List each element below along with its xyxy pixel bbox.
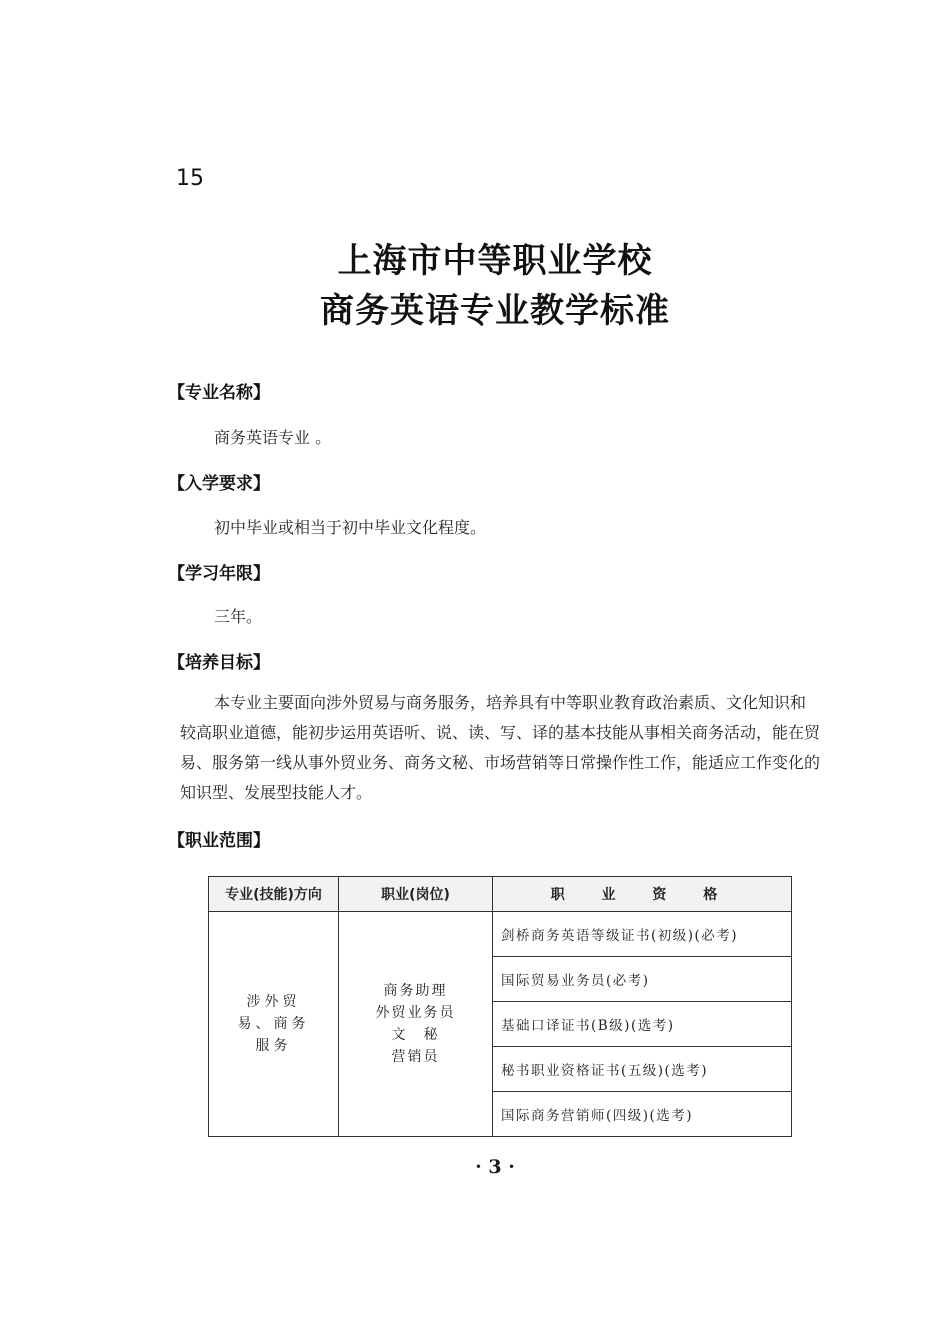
position-item: 外贸业务员 xyxy=(375,1005,456,1021)
section-heading-admission: 【入学要求】 xyxy=(168,474,270,494)
section-heading-duration: 【学习年限】 xyxy=(168,564,270,584)
certificate-cell: 国际商务营销师(四级)(选考) xyxy=(493,1092,792,1137)
position-item: 文 秘 xyxy=(391,1027,440,1043)
direction-line: 涉外贸 xyxy=(246,994,301,1010)
direction-line: 易、商务 xyxy=(237,1016,310,1032)
certificate-cell: 剑桥商务英语等级证书(初级)(必考) xyxy=(493,912,792,957)
goal-paragraph: 本专业主要面向涉外贸易与商务服务，培养具有中等职业教育政治素质、文化知识和较高职业道德，能初步运用英语听、说、读、写、译的基本技能从事相关商务活动，能在贸易、服务第一线从事外贸业务、商务文秘、市场营销等日常操作性工作，能适应工作变化的知识型、发展型技能人才。 xyxy=(180,693,821,802)
certificate-cell: 基础口译证书(B级)(选考) xyxy=(493,1002,792,1047)
section-heading-scope: 【职业范围】 xyxy=(168,831,270,851)
certificate-cell: 秘书职业资格证书(五级)(选考) xyxy=(493,1047,792,1092)
document-title-line2: 商务英语专业教学标准 xyxy=(320,291,670,331)
section-heading-major-name: 【专业名称】 xyxy=(168,383,270,403)
section-heading-goal: 【培养目标】 xyxy=(168,653,270,673)
page-number: · 3 · xyxy=(475,1156,515,1178)
header-position: 职业(岗位) xyxy=(339,877,493,912)
position-item: 商务助理 xyxy=(383,983,448,999)
direction-line: 服务 xyxy=(255,1038,292,1054)
major-name-text: 商务英语专业 。 xyxy=(214,428,332,447)
table-row xyxy=(209,912,792,957)
header-direction: 专业(技能)方向 xyxy=(209,877,339,912)
document-title-line1: 上海市中等职业学校 xyxy=(337,241,653,281)
position-cell xyxy=(339,912,493,1137)
admission-text: 初中毕业或相当于初中毕业文化程度。 xyxy=(214,518,487,537)
duration-text: 三年。 xyxy=(214,607,263,626)
chapter-number: 15 xyxy=(176,166,204,191)
certificate-cell: 国际贸易业务员(必考) xyxy=(493,957,792,1002)
occupation-scope-table xyxy=(208,876,792,1137)
position-item: 营销员 xyxy=(391,1049,440,1065)
direction-cell xyxy=(209,912,339,1137)
header-qualification: 职 业 资 格 xyxy=(493,877,792,912)
table-header-row xyxy=(209,877,792,912)
